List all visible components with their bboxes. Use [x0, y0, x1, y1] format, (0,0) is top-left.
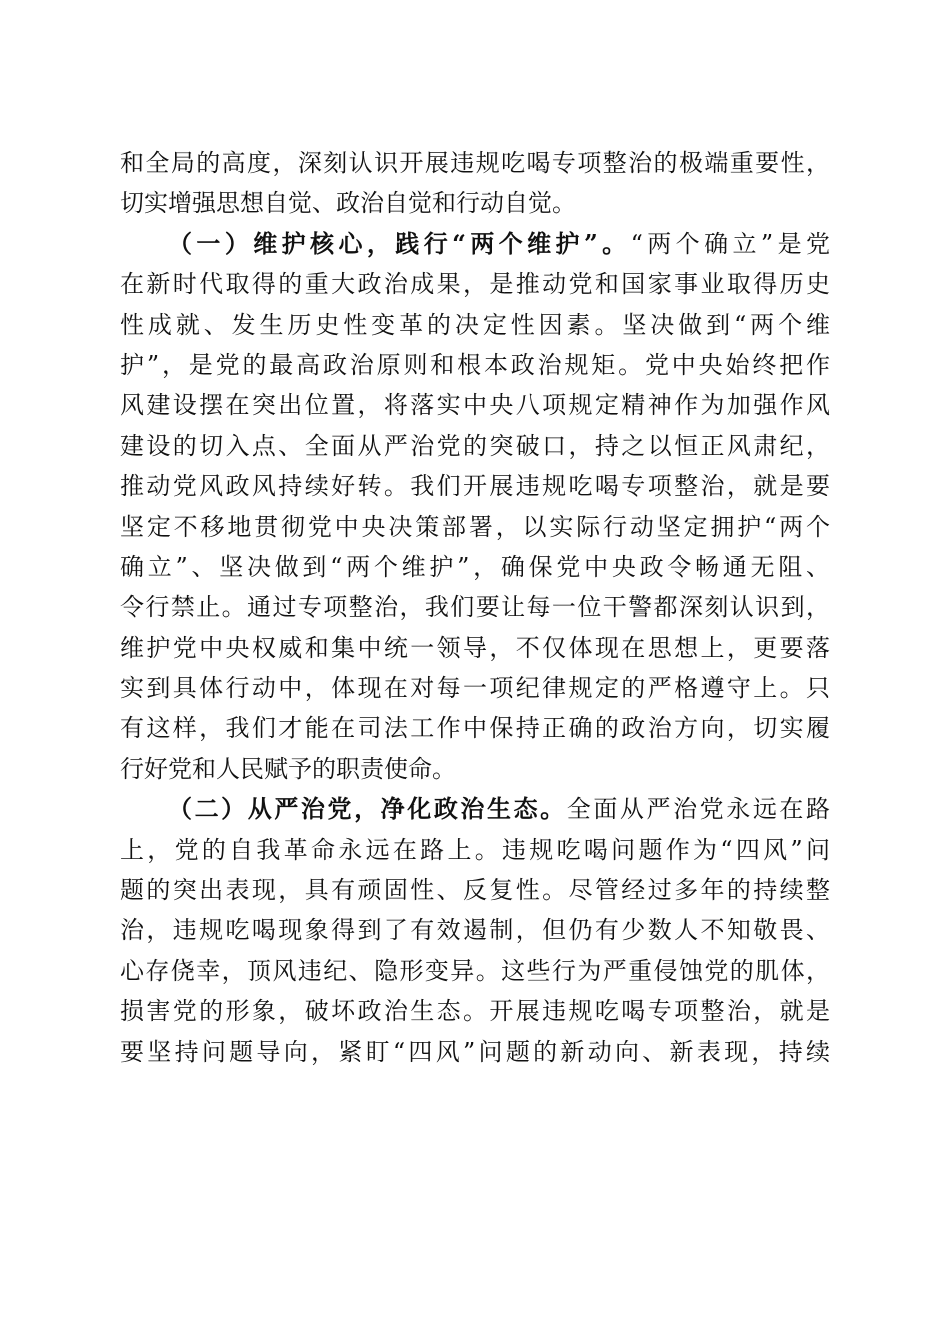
- document-body: [120, 143, 830, 1072]
- paragraph-intro: [120, 143, 830, 224]
- text-line: 坚定不移地贯彻党中央决策部署，以实际行动坚定拥护“两个: [120, 512, 830, 541]
- paragraph-section-1: [120, 224, 830, 789]
- text-line: 护”，是党的最高政治原则和根本政治规矩。党中央始终把作: [120, 350, 830, 379]
- text-line: 性成就、发生历史性变革的决定性因素。坚决做到“两个维: [120, 310, 830, 339]
- paragraph-section-2: [120, 789, 830, 1072]
- text-line: 治，违规吃喝现象得到了有效遏制，但仍有少数人不知敬畏、: [120, 916, 830, 945]
- text-line: 令行禁止。通过专项整治，我们要让每一位干警都深刻认识到，: [120, 593, 830, 622]
- text-line: 行好党和人民赋予的职责使命。: [120, 754, 456, 783]
- text-line: 在新时代取得的重大政治成果，是推动党和国家事业取得历史: [120, 270, 830, 299]
- text-line: 风建设摆在突出位置，将落实中央八项规定精神作为加强作风: [120, 391, 830, 420]
- text-line: 要坚持问题导向，紧盯“四风”问题的新动向、新表现，持续: [120, 1037, 830, 1066]
- text-line: 实到具体行动中，体现在对每一项纪律规定的严格遵守上。只: [120, 674, 830, 703]
- text-line: 建设的切入点、全面从严治党的突破口，持之以恒正风肃纪，: [120, 431, 830, 460]
- section-heading-2: （二）从严治党，净化政治生态。: [168, 794, 567, 824]
- text-span: 全面从严治党永远在路: [566, 795, 830, 824]
- text-line: 有这样，我们才能在司法工作中保持正确的政治方向，切实履: [120, 714, 830, 743]
- text-line: 和全局的高度，深刻认识开展违规吃喝专项整治的极端重要性，: [120, 149, 830, 177]
- text-line: 维护党中央权威和集中统一领导，不仅体现在思想上，更要落: [120, 633, 830, 662]
- text-line: 确立”、坚决做到“两个维护”，确保党中央政令畅通无阻、: [120, 552, 830, 581]
- text-span: “两个确立”是党: [630, 229, 831, 258]
- text-line: [120, 789, 830, 829]
- text-line: 上，党的自我革命永远在路上。违规吃喝问题作为“四风”问: [120, 835, 830, 864]
- text-line: 损害党的形象，破坏政治生态。开展违规吃喝专项整治，就是: [120, 997, 830, 1026]
- text-line: 切实增强思想自觉、政治自觉和行动自觉。: [120, 189, 576, 218]
- text-line: 心存侥幸，顶风违纪、隐形变异。这些行为严重侵蚀党的肌体，: [120, 956, 830, 985]
- text-line: 推动党风政风持续好转。我们开展违规吃喝专项整治，就是要: [120, 472, 830, 501]
- text-line: [120, 224, 830, 264]
- text-line: 题的突出表现，具有顽固性、反复性。尽管经过多年的持续整: [120, 876, 830, 905]
- section-heading-1: （一）维护核心，践行“两个维护”。: [168, 228, 631, 258]
